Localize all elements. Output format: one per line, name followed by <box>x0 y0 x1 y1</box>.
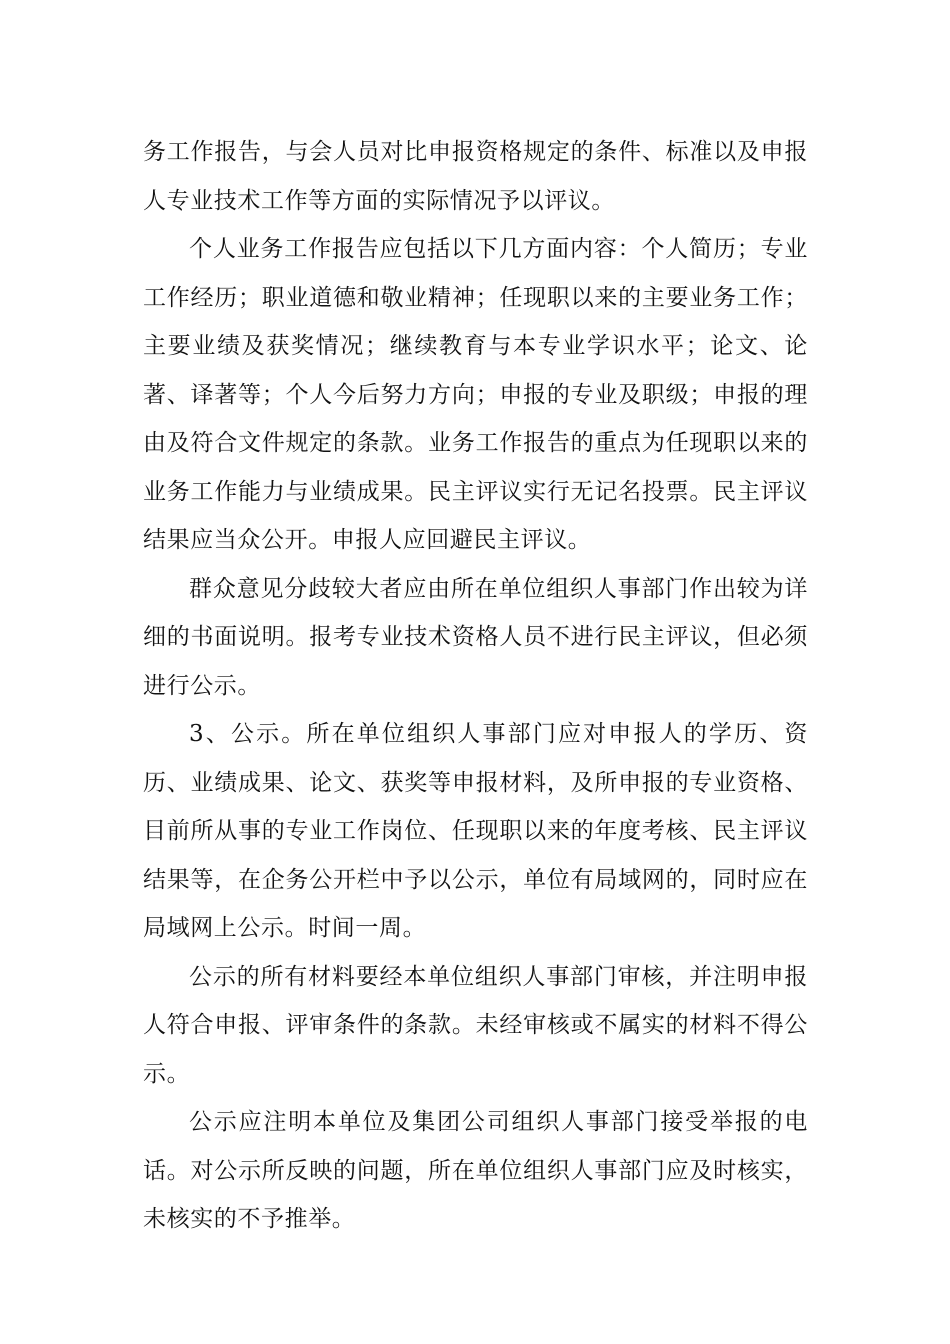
paragraph-publicity-review: 公示的所有材料要经本单位组织人事部门审核，并注明申报人符合申报、评审条件的条款。未经审核或不属实的材料不得公示。 <box>143 963 808 1087</box>
paragraph-report-phone: 公示应注明本单位及集团公司组织人事部门接受举报的电话。对公示所反映的问题，所在单位组织人事部门应及时核实，未核实的不予推举。 <box>143 1109 808 1232</box>
paragraph-continuation: 务工作报告，与会人员对比申报资格规定的条件、标准以及申报人专业技术工作等方面的实际情况予以评议。 <box>143 139 808 214</box>
document-body <box>143 128 808 1244</box>
paragraph-divergent-opinion: 群众意见分歧较大者应由所在单位组织人事部门作出较为详细的书面说明。报考专业技术资格人员不进行民主评议，但必须进行公示。 <box>143 575 808 699</box>
paragraph-publicity: 3、公示。所在单位组织人事部门应对申报人的学历、资历、业绩成果、论文、获奖等申报材料，及所申报的专业资格、目前所从事的专业工作岗位、任现职以来的年度考核、民主评议结果等，在企务公开栏中予以公示，单位有局域网的，同时应在局域网上公示。时间一周。 <box>143 721 808 941</box>
paragraph-report-content: 个人业务工作报告应包括以下几方面内容：个人简历；专业工作经历；职业道德和敬业精神；任现职以来的主要业务工作；主要业绩及获奖情况；继续教育与本专业学识水平；论文、论著、译著等；个人今后努力方向；申报的专业及职级；申报的理由及符合文件规定的条款。业务工作报告的重点为任现职以来的业务工作能力与业绩成果。民主评议实行无记名投票。民主评议结果应当众公开。申报人应回避民主评议。 <box>143 236 808 553</box>
